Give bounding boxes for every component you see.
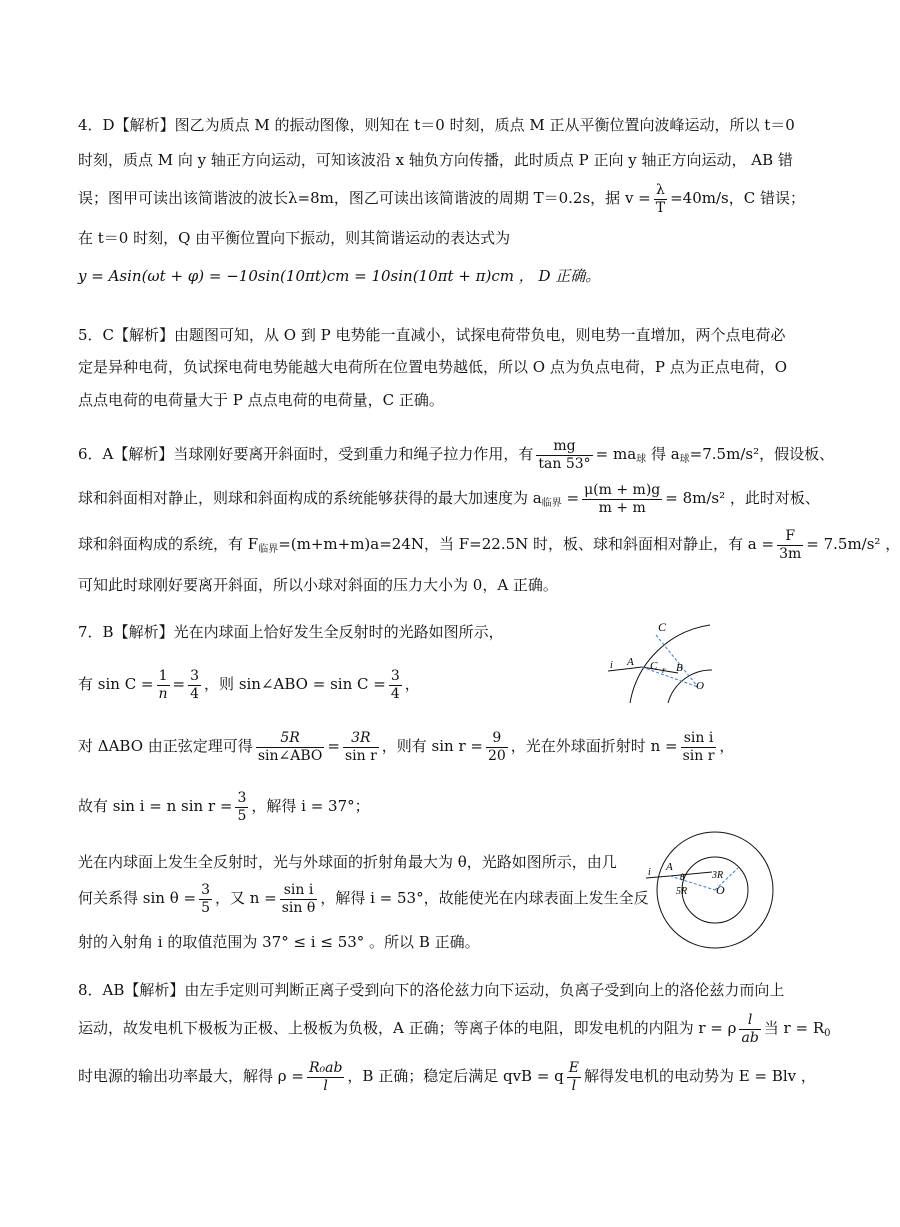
label-A: A: [666, 861, 673, 873]
q8-line-3-text: 时电源的输出功率最大，解得 ρ =: [78, 1067, 304, 1085]
fraction-numerator: 3: [237, 789, 247, 806]
fraction-numerator: 1: [157, 668, 170, 686]
q8-fraction: [739, 1012, 760, 1047]
label-i: i: [610, 660, 613, 671]
q4-equation: y = Asin(ωt + φ) = −10sin(10πt)cm = 10sin(10πt + π)cm ， D 正确。: [78, 267, 601, 285]
optics-figure-1: [600, 615, 730, 705]
fraction-denominator: l: [323, 1077, 328, 1094]
subscript: 0: [824, 1028, 831, 1039]
q7-line-2-mid: ，则 sin∠ABO = sin C =: [204, 675, 386, 693]
q5-line-2: 定是异种电荷，负试探电荷电势能越大电荷所在位置电势越低，所以 O 点为负点电荷，P 点为正点电荷，O: [78, 358, 787, 376]
q7-line-1: 7．B【解析】光在内球面上恰好发生全反射时的光路如图所示，: [78, 623, 504, 641]
q7-line-3-mid: ，则有 sin r =: [381, 737, 483, 755]
q7-line-3-text: 对 ΔABO 由正弦定理可得: [78, 737, 253, 755]
fraction-numerator: sin i: [280, 882, 318, 900]
q4-line-3-text: 误；图甲可读出该简谐波的波长λ=8m，图乙可读出该简谐波的周期 T＝0.2s，据 v =: [78, 189, 651, 207]
q4-line-2: 时刻，质点 M 向 y 轴正方向运动，可知该波沿 x 轴负方向传播，此时质点 P 正向 y 轴正方向运动， AB 错: [78, 151, 793, 169]
refracted-ray: [670, 872, 712, 876]
subscript: 球: [679, 454, 690, 465]
q6-line-1-text: 6．A【解析】当球刚好要离开斜面时，受到重力和绳子拉力作用，有: [78, 445, 534, 463]
incident-ray: [608, 667, 642, 671]
q7-fraction: [343, 730, 379, 765]
q7-fraction: [256, 730, 325, 765]
fraction-denominator: m + m: [598, 499, 646, 516]
subscript: 临界: [541, 498, 562, 509]
q7-fraction: [199, 882, 212, 917]
fraction-denominator: sin∠ABO: [257, 747, 323, 764]
label-C-angle: C: [650, 660, 658, 672]
fraction-denominator: sin r: [682, 747, 715, 764]
label-5R: 5R: [676, 886, 688, 897]
fraction-numerator: 3: [390, 667, 400, 684]
q4-line-3-tail: =40m/s，C 错误；: [670, 189, 805, 207]
label-B: B: [676, 662, 683, 674]
label-A: A: [627, 656, 634, 668]
q8-line-3-mid: ，B 正确；稳定后满足 qvB = q: [347, 1067, 564, 1085]
fraction-denominator: sin r: [344, 747, 377, 764]
fraction-denominator: sin θ: [281, 899, 316, 916]
fraction-numerator: E: [568, 1059, 580, 1076]
optics-figure-2: [640, 828, 770, 958]
fraction-numerator: l: [739, 1012, 760, 1030]
equals: =: [327, 737, 340, 755]
fraction-denominator: l: [571, 1077, 577, 1094]
fraction-numerator: 5R: [256, 730, 325, 748]
q7-fraction: [157, 668, 170, 703]
q8-line-2-text: 运动，故发电机下极板为正极、上极板为负极，A 正确；等离子体的电阻，即发电机的内阻为 r = ρ: [78, 1019, 737, 1037]
wave-speed-fraction: [654, 182, 667, 217]
fraction-denominator: 4: [190, 685, 200, 702]
q6-eq-part: =7.5m/s²，假设板、: [689, 445, 835, 463]
q7-line-6-tail: ，解得 i = 53°，故能使光在内球表面上发生全反: [320, 889, 649, 907]
q7-fraction: [681, 730, 717, 765]
q8-line-2: [78, 1010, 831, 1052]
fraction-numerator: μ(m + m)g: [584, 481, 661, 498]
q5-line-1: 5．C【解析】由题图可知，从 O 到 P 电势能一直减小，试探电荷带负电，则电势一直增加，两个点电荷必: [78, 326, 786, 344]
q7-line-2: [78, 666, 420, 703]
fraction-denominator: T: [655, 199, 666, 216]
fraction-numerator: 3R: [343, 730, 379, 748]
label-O: O: [696, 680, 704, 692]
q8-line-1: 8．AB【解析】由左手定则可判断正离子受到向下的洛伦兹力向下运动，负离子受到向上的洛伦兹力而向上: [78, 981, 785, 999]
q6-line-3: [78, 526, 900, 568]
equals: =: [172, 675, 186, 693]
q7-line-5: 光在内球面上发生全反射时，光与外球面的折射角最大为 θ，光路如图所示，由几: [78, 853, 617, 871]
q8-fraction: [307, 1060, 344, 1095]
q6-fraction-3: [777, 528, 803, 563]
label-i: i: [648, 867, 651, 878]
q4-line-4: 在 t＝0 时刻，Q 由平衡位置向下振动，则其简谐运动的表达式为: [78, 229, 511, 247]
q8-line-3: [78, 1058, 816, 1095]
label-C-top: C: [658, 620, 667, 634]
q7-line-3: [78, 728, 734, 765]
q8-line-2-tail: 当 r = R: [763, 1019, 825, 1037]
fraction-numerator: F: [777, 528, 803, 546]
q6-line-2-tail: = 8m/s² ，此时对板、: [665, 489, 820, 507]
q4-line-3: [78, 180, 805, 217]
q7-line-2-text: 有 sin C =: [78, 675, 154, 693]
q6-fraction-2: [582, 482, 662, 517]
refracted-ray: [642, 667, 678, 673]
q8-fraction: [567, 1060, 581, 1095]
inner-sphere-arc: [668, 670, 712, 703]
fraction-numerator: sin i: [681, 730, 717, 748]
q7-fraction: [389, 668, 402, 703]
fraction-denominator: 3m: [779, 545, 802, 562]
subscript: 临界: [258, 544, 279, 555]
equals: =: [566, 489, 580, 507]
fraction-denominator: tan 53°: [538, 455, 591, 472]
fraction-denominator: 5: [201, 899, 210, 916]
q7-line-4: [78, 788, 370, 825]
q6-line-2: [78, 480, 820, 522]
fraction-denominator: 20: [487, 747, 506, 764]
q7-line-3-mid2: ，光在外球面折射时 n =: [510, 737, 678, 755]
fraction-numerator: 3: [190, 667, 200, 684]
label-r: r: [662, 665, 666, 675]
subscript: 球: [636, 454, 647, 465]
q7-fraction: [188, 668, 201, 703]
label-O: O: [716, 883, 725, 897]
fraction-numerator: mg: [536, 438, 592, 456]
q7-line-4-text: 故有 sin i = n sin r =: [78, 797, 233, 815]
q8-line-3-tail: 解得发电机的电动势为 E = Blv ，: [584, 1067, 816, 1085]
q7-line-4-tail: ，解得 i = 37°；: [251, 797, 370, 815]
q6-line-4: 可知此时球刚好要离开斜面，所以小球对斜面的压力大小为 0，A 正确。: [78, 576, 558, 594]
q6-eq-part: = ma: [595, 445, 637, 463]
fraction-denominator: ab: [741, 1029, 759, 1046]
q7-line-3-tail: ，: [719, 737, 735, 755]
fraction-denominator: 4: [390, 685, 400, 702]
fraction-numerator: λ: [654, 182, 667, 200]
fraction-denominator: n: [158, 685, 168, 702]
q7-fraction: [280, 882, 318, 917]
q5-line-3: 点点电荷的电荷量大于 P 点点电荷的电荷量，C 正确。: [78, 391, 444, 409]
label-3R: 3R: [712, 870, 724, 881]
q7-fraction: [235, 790, 248, 825]
q7-line-6-mid: ，又 n =: [214, 889, 277, 907]
fraction-numerator: 3: [201, 881, 210, 898]
q6-line-1: [78, 436, 834, 478]
q6-eq-part: 得 a: [650, 445, 680, 463]
q6-line-2-text: 球和斜面相对静止，则球和斜面构成的系统能够获得的最大加速度为 a: [78, 489, 542, 507]
q7-line-2-tail: ，: [404, 675, 420, 693]
q7-line-6: [78, 880, 649, 917]
q7-line-7: 射的入射角 i 的取值范围为 37° ≤ i ≤ 53° 。所以 B 正确。: [78, 933, 480, 951]
fraction-denominator: 5: [237, 807, 247, 824]
q7-line-6-text: 何关系得 sin θ =: [78, 889, 197, 907]
q6-fraction-1: [536, 438, 592, 473]
q6-line-3-tail: = 7.5m/s² ，: [806, 535, 900, 553]
label-theta: θ: [680, 872, 685, 882]
fraction-numerator: R₀ab: [308, 1059, 343, 1076]
fraction-numerator: 9: [486, 730, 508, 748]
q6-line-3-text: 球和斜面构成的系统，有 F: [78, 535, 259, 553]
q4-line-1: 4．D【解析】图乙为质点 M 的振动图像，则知在 t＝0 时刻，质点 M 正从平衡位置向波峰运动，所以 t＝0: [78, 116, 795, 134]
q6-line-3-mid: =(m+m+m)a=24N，当 F=22.5N 时，板、球和斜面相对静止，有 a =: [278, 535, 775, 553]
q7-fraction: [486, 730, 508, 765]
